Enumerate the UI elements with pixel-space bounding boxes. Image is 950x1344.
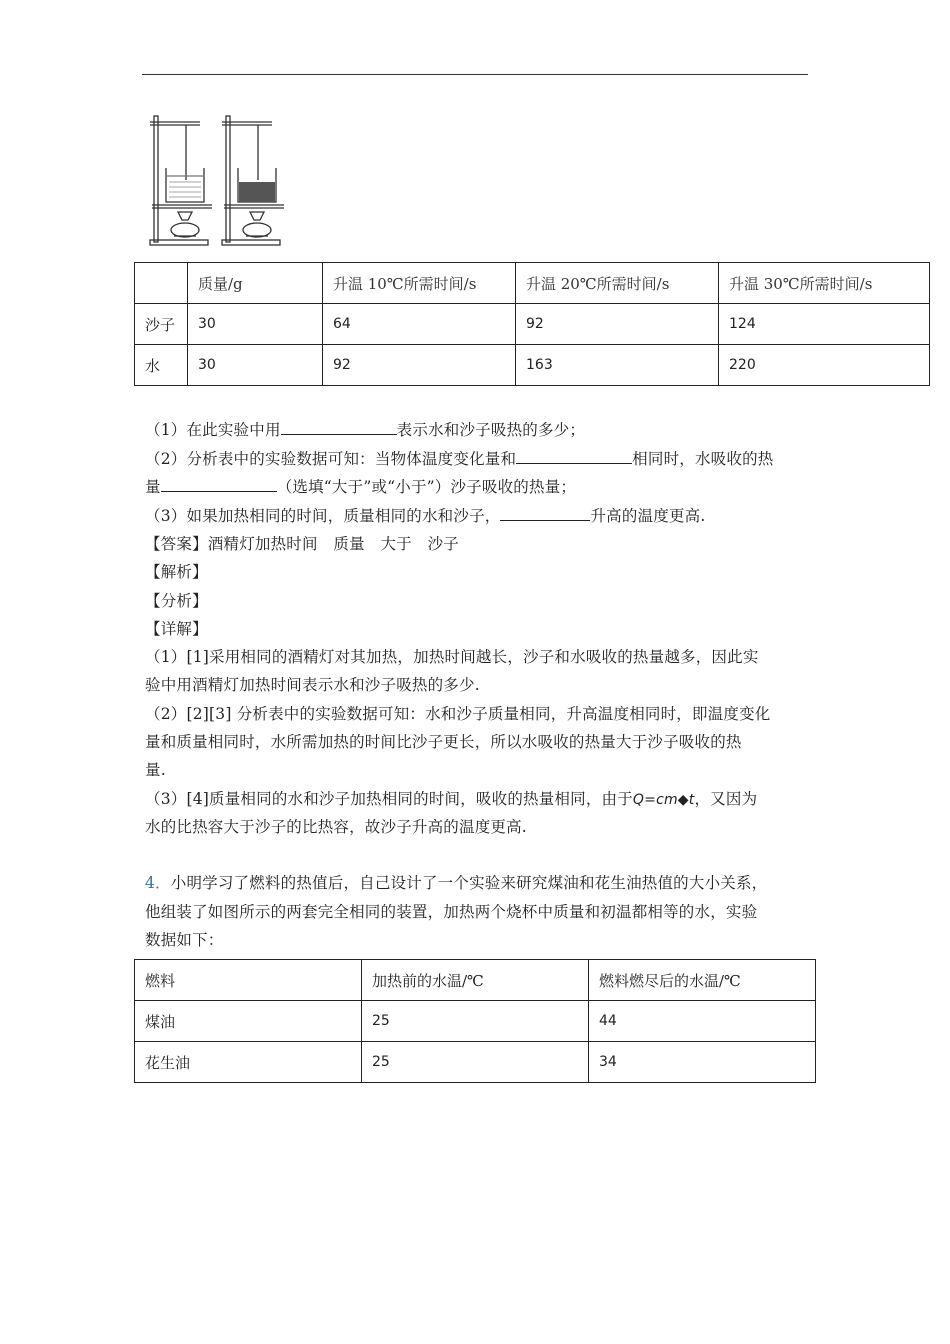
- table-cell: 30: [188, 345, 323, 386]
- question-4-line-3: 数据如下：: [145, 931, 224, 949]
- text: 升高的温度更高.: [590, 507, 706, 525]
- answer-line: 【答案】酒精灯加热时间 质量 大于 沙子: [145, 535, 460, 553]
- header-rule: [142, 74, 808, 75]
- text: 表示水和沙子吸热的多少；: [396, 421, 586, 439]
- table-cell: 220: [719, 345, 930, 386]
- table-cell: 92: [516, 304, 719, 345]
- table-cell: 163: [516, 345, 719, 386]
- table-header-cell: 升温 20℃所需时间/s: [516, 263, 719, 304]
- table-cell: 水: [135, 345, 188, 386]
- apparatus-right: [222, 116, 284, 245]
- table-header-cell: 燃料燃尽后的水温/℃: [589, 960, 816, 1001]
- answer-blank: [161, 477, 277, 492]
- answer-blank: [500, 506, 590, 521]
- table-cell: 124: [719, 304, 930, 345]
- table-cell: 25: [362, 1001, 589, 1042]
- fenxi-label: 【分析】: [145, 592, 208, 610]
- table-header-cell: 加热前的水温/℃: [362, 960, 589, 1001]
- table-cell: 64: [323, 304, 516, 345]
- text: 相同时，水吸收的热: [632, 450, 774, 468]
- question-2-line-2: [145, 477, 815, 497]
- table-header-row: [135, 960, 816, 1001]
- table-cell: 沙子: [135, 304, 188, 345]
- table-cell: 34: [589, 1042, 816, 1083]
- question-number: 4．: [145, 874, 171, 892]
- table-row: [135, 304, 930, 345]
- table-cell: 44: [589, 1001, 816, 1042]
- text: （3）[4]质量相同的水和沙子加热相同的时间，吸收的热量相同，由于: [145, 790, 633, 808]
- table-fuel: [134, 959, 816, 1083]
- table-cell: 92: [323, 345, 516, 386]
- question-3: [145, 506, 815, 526]
- detail-p1-line-2: 验中用酒精灯加热时间表示水和沙子吸热的多少.: [145, 676, 480, 694]
- table-row: [135, 345, 930, 386]
- text: 量: [145, 478, 161, 496]
- apparatus-figure: [148, 112, 288, 250]
- table-header-row: [135, 263, 930, 304]
- question-1: [145, 420, 815, 440]
- question-2-line-1: [145, 449, 815, 469]
- detail-p2-line-2: 量和质量相同时，水所需加热的时间比沙子更长，所以水吸收的热量大于沙子吸收的热: [145, 733, 742, 751]
- apparatus-left: [150, 116, 212, 245]
- table-header-cell: [135, 263, 188, 304]
- table-header-cell: 燃料: [135, 960, 362, 1001]
- text: （3）如果加热相同的时间，质量相同的水和沙子，: [145, 507, 501, 525]
- text: （2）分析表中的实验数据可知：当物体温度变化量和: [145, 450, 517, 468]
- table-cell: 30: [188, 304, 323, 345]
- table-sand-water: [134, 262, 930, 386]
- answer-blank: [281, 420, 397, 435]
- question-4-line-2: 他组装了如图所示的两套完全相同的装置，加热两个烧杯中质量和初温都相等的水，实验: [145, 903, 758, 921]
- detail-p2-line-3: 量.: [145, 761, 166, 779]
- answer-blank: [516, 449, 632, 464]
- table-row: [135, 1001, 816, 1042]
- table-header-cell: 升温 30℃所需时间/s: [719, 263, 930, 304]
- table-row: [135, 1042, 816, 1083]
- table-cell: 25: [362, 1042, 589, 1083]
- table-cell: 花生油: [135, 1042, 362, 1083]
- text: （选填“大于”或“小于”）沙子吸收的热量；: [276, 478, 577, 496]
- table-header-cell: 升温 10℃所需时间/s: [323, 263, 516, 304]
- text: 小明学习了燃料的热值后，自己设计了一个实验来研究煤油和花生油热值的大小关系，: [170, 874, 768, 892]
- table-header-cell: 质量/g: [188, 263, 323, 304]
- question-4-line-1: [145, 873, 815, 893]
- detail-p2-line-1: （2）[2][3] 分析表中的实验数据可知：水和沙子质量相同，升高温度相同时，即温度变化: [145, 705, 771, 723]
- text: （1）在此实验中用: [145, 421, 281, 439]
- formula: Q=cm◆t: [632, 792, 695, 808]
- detail-p1-line-1: （1）[1]采用相同的酒精灯对其加热，加热时间越长，沙子和水吸收的热量越多，因此实: [145, 648, 759, 666]
- text: ，又因为: [694, 790, 758, 808]
- table-cell: 煤油: [135, 1001, 362, 1042]
- detail-p3-line-2: 水的比热容大于沙子的比热容，故沙子升高的温度更高.: [145, 818, 527, 836]
- jiexi-label: 【解析】: [145, 563, 208, 581]
- detail-p3-line-1: [145, 789, 815, 810]
- xiangjie-label: 【详解】: [145, 620, 208, 638]
